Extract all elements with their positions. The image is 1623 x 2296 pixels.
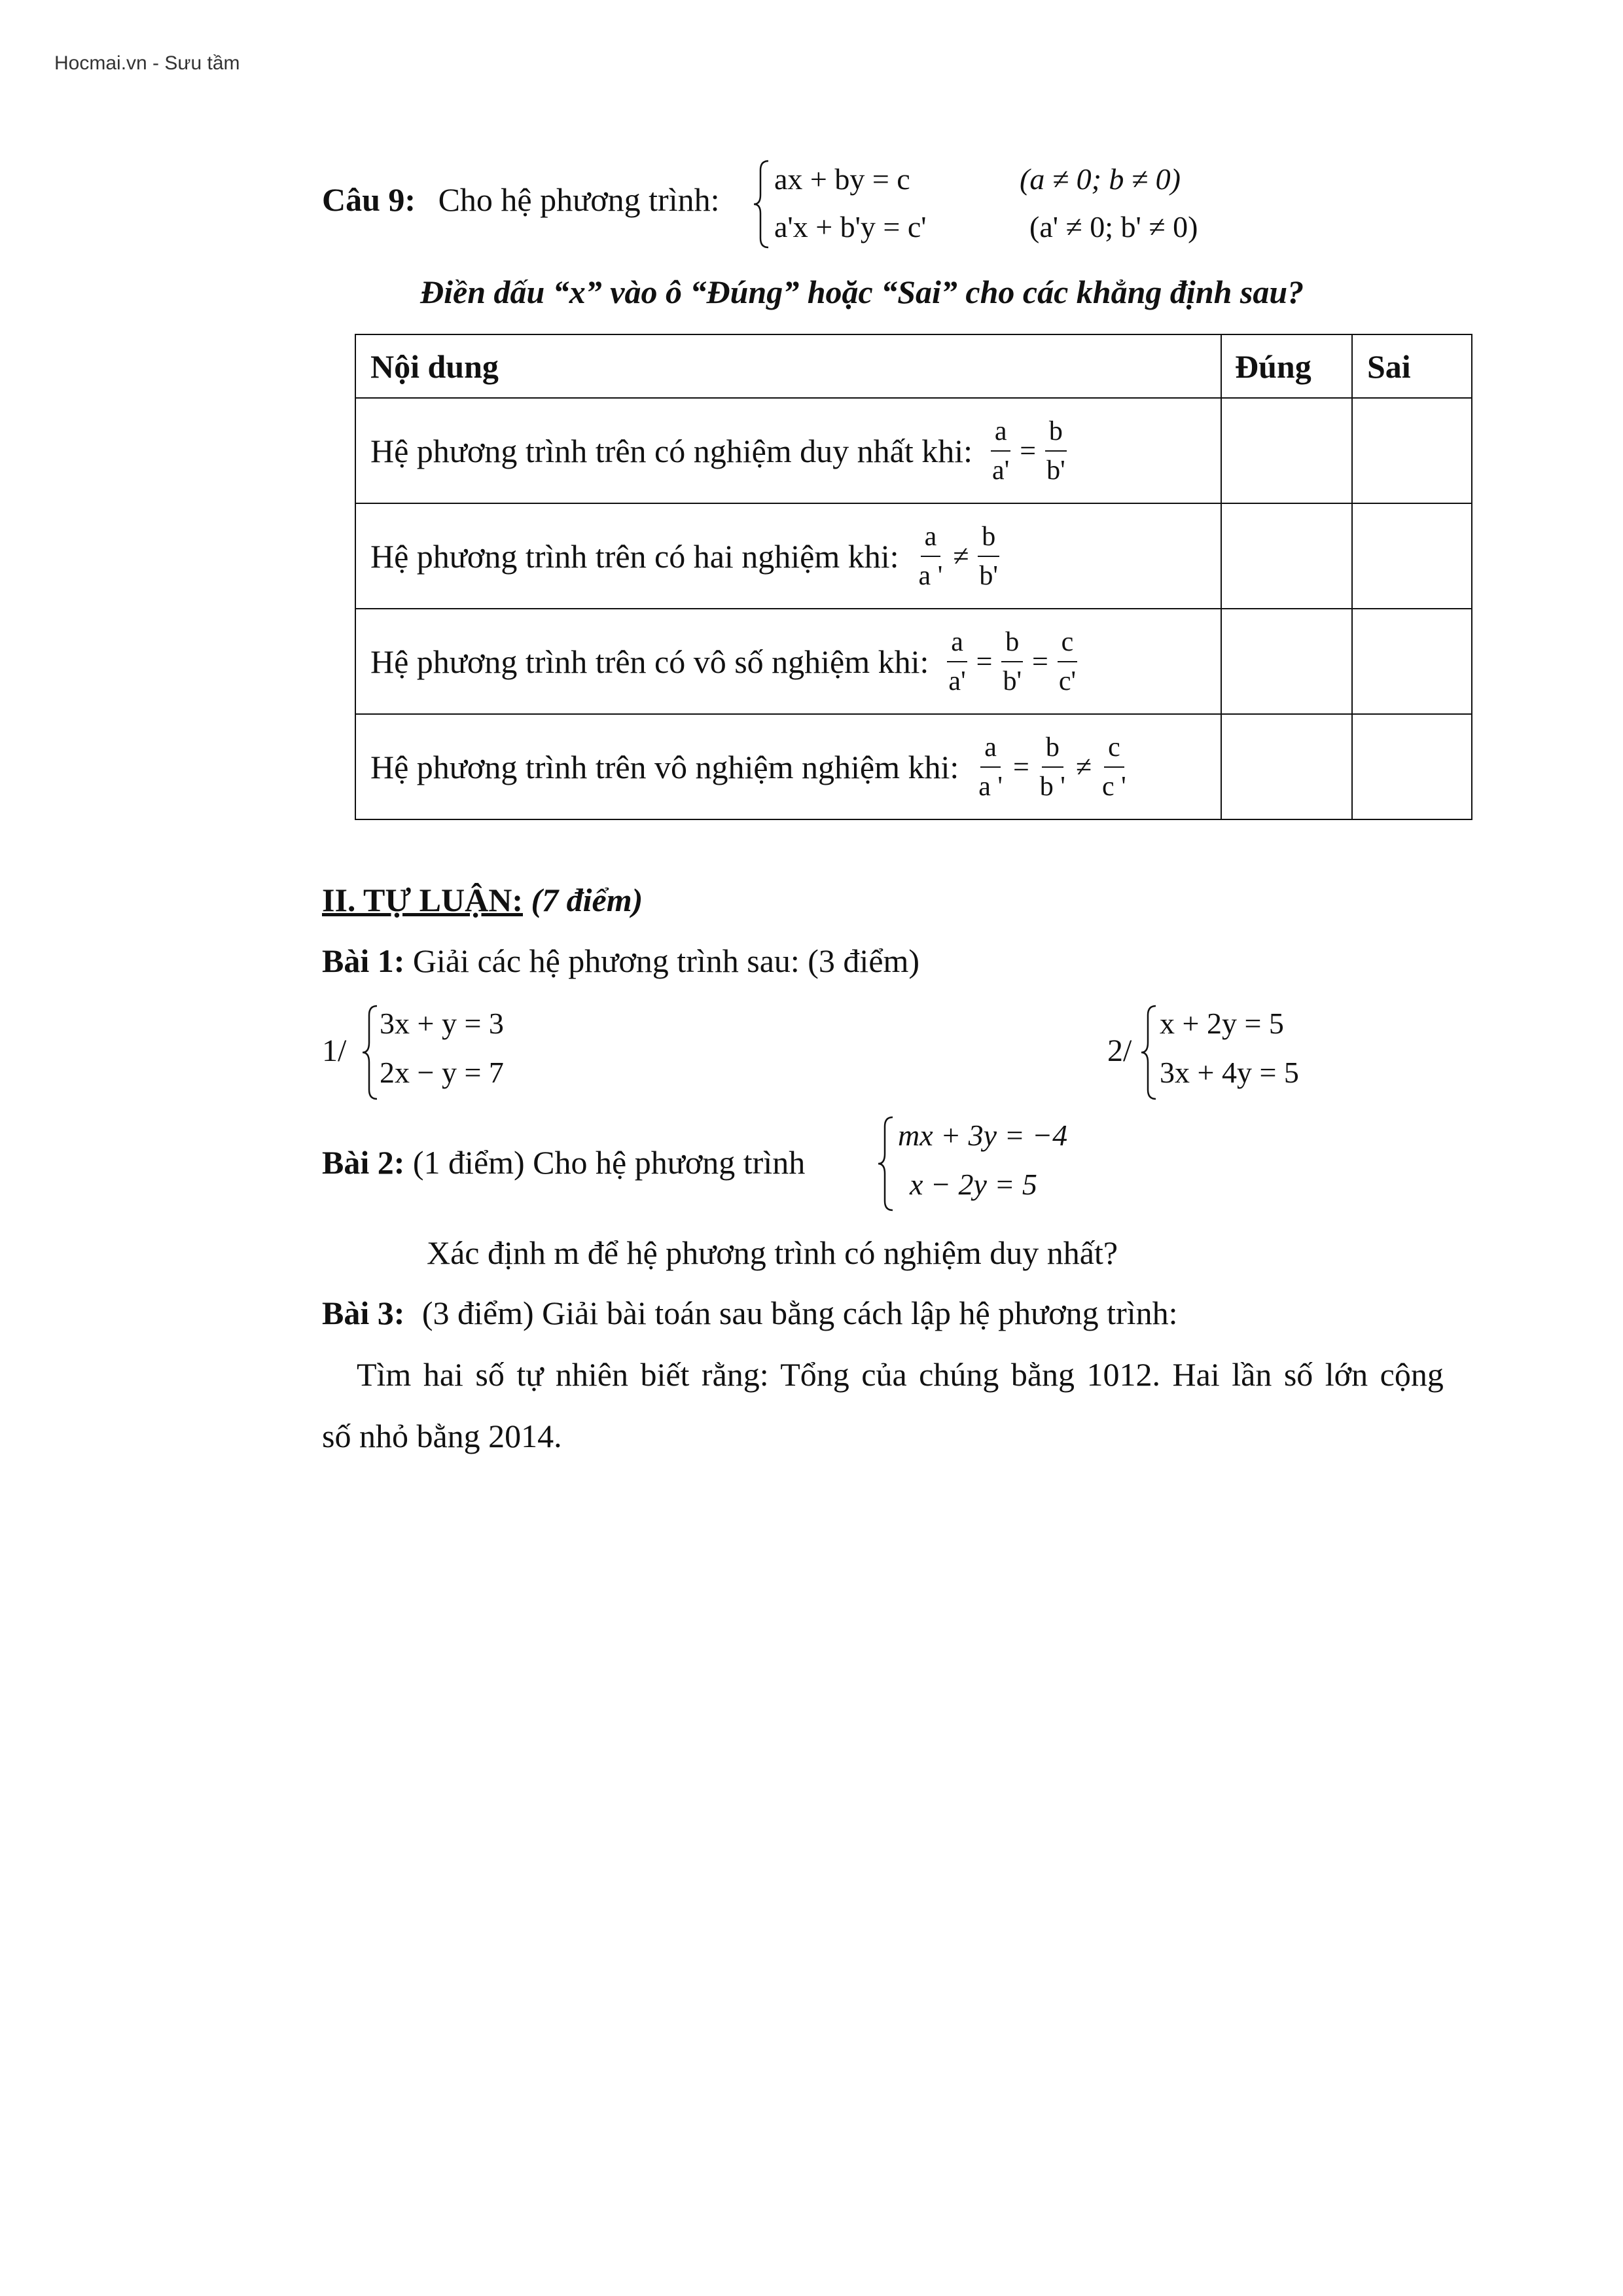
cau9-instruction: Điền dấu “x” vào ô “Đúng” hoặc “Sai” cho các khẳng định sau? xyxy=(420,274,1304,310)
answer-sai-cell[interactable] xyxy=(1352,609,1472,714)
bai3-problem-line1: Tìm hai số tự nhiên biết rằng: Tổng của chúng bằng 1012. Hai lần số lớn cộng xyxy=(357,1356,1444,1393)
bai1-line xyxy=(322,942,919,980)
true-false-table xyxy=(355,334,1472,820)
bai3-line xyxy=(322,1295,1178,1333)
fraction: $\frac{b}{b'}$ xyxy=(1043,418,1069,484)
answer-dung-cell[interactable] xyxy=(1221,609,1352,714)
row-content: Hệ phương trình trên có vô số nghiệm khi: $\frac{a}{a'}$ = $\frac{b}{b'}$ = $\frac{c}{c'}$ xyxy=(355,609,1221,714)
bai1-sys1-brace-icon xyxy=(360,1003,380,1102)
fraction: $\frac{c}{c'}$ xyxy=(1055,628,1080,695)
cau9-cond2: (a' ≠ 0; b' ≠ 0) xyxy=(1029,210,1198,243)
bai2-question: Xác định m để hệ phương trình có nghiệm duy nhất? xyxy=(427,1234,1118,1271)
table-row xyxy=(355,503,1472,609)
answer-dung-cell[interactable] xyxy=(1221,398,1352,503)
fraction: $\frac{a}{a '}$ xyxy=(978,732,1003,802)
bai2-line xyxy=(322,1144,805,1182)
cau9-line xyxy=(322,181,720,219)
cau9-eq2: a'x + b'y = c' xyxy=(774,210,927,243)
fraction: $\frac{a}{a'}$ xyxy=(944,628,969,695)
bai3-text: (3 điểm) Giải bài toán sau bằng cách lập hệ phương trình: xyxy=(421,1295,1178,1331)
fraction: $\frac{a}{a '}$ xyxy=(918,521,943,591)
cau9-cond1: (a ≠ 0; b ≠ 0) xyxy=(1020,162,1181,196)
source-header: Hocmai.vn - Sưu tầm xyxy=(54,52,240,74)
row-content: Hệ phương trình trên vô nghiệm nghiệm khi: $\frac{a}{a '}$ = $\frac{b}{b '}$ ≠ $\frac{c}{c '}$ xyxy=(355,714,1221,819)
bai1-sys2-eq1: x + 2y = 5 xyxy=(1160,1007,1284,1040)
bai2-text: (1 điểm) Cho hệ phương trình xyxy=(412,1144,806,1181)
answer-dung-cell[interactable] xyxy=(1221,714,1352,819)
fraction: $\frac{b}{b'}$ xyxy=(975,523,1002,590)
bai1-sys2-label: 2/ xyxy=(1107,1033,1132,1068)
bai1-sys2-brace-icon xyxy=(1139,1003,1158,1102)
cau9-brace-icon xyxy=(751,158,771,250)
table-row xyxy=(355,398,1472,503)
bai1-sys2-eq2: 3x + 4y = 5 xyxy=(1160,1056,1299,1089)
header-dung: Đúng xyxy=(1221,334,1352,398)
bai1-sys1-label: 1/ xyxy=(322,1033,347,1068)
cau9-intro: Cho hệ phương trình: xyxy=(438,181,720,218)
bai3-problem-line2: số nhỏ bằng 2014. xyxy=(322,1418,562,1454)
bai1-label: Bài 1: xyxy=(322,942,405,979)
answer-sai-cell[interactable] xyxy=(1352,714,1472,819)
answer-sai-cell[interactable] xyxy=(1352,503,1472,609)
header-sai: Sai xyxy=(1352,334,1472,398)
part2-title: II. TỰ LUẬN: xyxy=(322,882,523,918)
bai2-eq1: mx + 3y = −4 xyxy=(898,1119,1068,1152)
row-content: Hệ phương trình trên có nghiệm duy nhất khi: $\frac{a}{a'}$ = $\frac{b}{b'}$ xyxy=(355,398,1221,503)
bai1-text: Giải các hệ phương trình sau: (3 điểm) xyxy=(412,942,920,979)
cau9-label: Câu 9: xyxy=(322,181,416,218)
fraction: $\frac{a}{a'}$ xyxy=(988,418,1013,484)
answer-sai-cell[interactable] xyxy=(1352,398,1472,503)
bai2-label: Bài 2: xyxy=(322,1144,405,1181)
bai1-sys1-eq1: 3x + y = 3 xyxy=(380,1007,504,1040)
fraction: $\frac{b}{b'}$ xyxy=(999,628,1026,695)
table-row xyxy=(355,714,1472,819)
cau9-eq1: ax + by = c xyxy=(774,162,910,196)
table-header-row xyxy=(355,334,1472,398)
fraction: $\frac{b}{b '}$ xyxy=(1039,732,1065,802)
bai2-brace-icon xyxy=(876,1115,895,1213)
header-content: Nội dung xyxy=(355,334,1221,398)
row-content: Hệ phương trình trên có hai nghiệm khi: $\frac{a}{a '}$ ≠ $\frac{b}{b'}$ xyxy=(355,503,1221,609)
bai1-sys1-eq2: 2x − y = 7 xyxy=(380,1056,504,1089)
part2-points: (7 điểm) xyxy=(531,882,643,918)
part2-heading xyxy=(322,882,643,920)
bai2-eq2: x − 2y = 5 xyxy=(910,1168,1037,1201)
fraction: $\frac{c}{c '}$ xyxy=(1102,732,1126,802)
bai3-label: Bài 3: xyxy=(322,1295,405,1331)
table-row xyxy=(355,609,1472,714)
answer-dung-cell[interactable] xyxy=(1221,503,1352,609)
